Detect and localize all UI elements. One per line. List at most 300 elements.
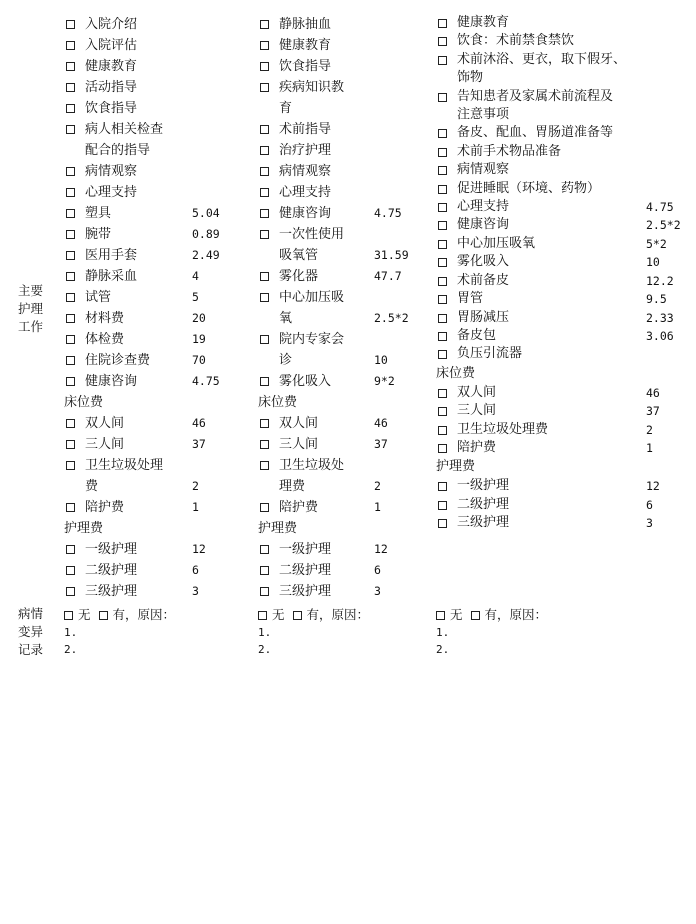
- item-label: 健康教育: [457, 15, 510, 30]
- item-fee-value: 6: [646, 497, 653, 512]
- checklist-item: [64, 77, 254, 98]
- checklist-item: [258, 182, 434, 203]
- checklist-item: [64, 329, 254, 350]
- item-label: 术前沐浴、更衣，取下假牙、: [457, 51, 627, 67]
- item-label: 一级护理: [279, 542, 332, 557]
- item-label: 注意事项: [457, 107, 510, 123]
- item-label: 病人相关检查: [85, 122, 164, 137]
- item-fee-value: 12: [646, 479, 660, 494]
- checklist-item: [436, 51, 686, 69]
- item-checkbox[interactable]: [260, 293, 269, 302]
- item-checkbox[interactable]: [438, 93, 447, 102]
- item-checkbox[interactable]: [260, 272, 269, 281]
- item-label: 疾病知识教: [279, 80, 345, 95]
- item-label: 院内专家会: [279, 332, 345, 347]
- checklist-item: [64, 497, 254, 518]
- item-label: 一次性使用: [279, 227, 345, 242]
- item-label: 住院诊查费: [85, 353, 151, 368]
- item-label: 一级护理: [457, 478, 510, 494]
- checklist-item: [436, 216, 686, 234]
- item-label: 病情观察: [457, 162, 510, 178]
- variation-record-col2: [258, 606, 369, 658]
- item-label: 三人间: [279, 437, 319, 452]
- checklist-item: [258, 434, 434, 455]
- item-label: 病情观察: [279, 164, 332, 179]
- item-label: 饰物: [457, 70, 484, 86]
- item-fee-value: 10: [374, 353, 388, 367]
- item-fee-value: 3: [192, 584, 199, 598]
- checklist-item: [64, 539, 254, 560]
- item-checkbox[interactable]: [438, 350, 447, 359]
- checklist-item: [258, 497, 434, 518]
- checklist-item: [64, 434, 254, 455]
- item-label: 双人间: [279, 416, 319, 431]
- item-checkbox[interactable]: [438, 19, 447, 28]
- item-label: 静脉抽血: [279, 17, 332, 32]
- item-label: 术前备皮: [457, 272, 510, 288]
- side-label-line: 记录: [18, 642, 44, 657]
- side-label-line: 护理: [18, 301, 44, 316]
- checklist-item: [258, 35, 434, 56]
- fee-section-heading: 护理费: [64, 521, 104, 536]
- item-checkbox[interactable]: [66, 167, 75, 176]
- checklist-item: [258, 413, 434, 434]
- item-label: 雾化器: [279, 269, 319, 284]
- checklist-item: [64, 371, 254, 392]
- item-fee-value: 46: [192, 416, 206, 430]
- item-checkbox[interactable]: [438, 56, 447, 65]
- checklist-item: [64, 161, 254, 182]
- checklist-item: [436, 345, 686, 363]
- item-checkbox[interactable]: [66, 419, 75, 428]
- item-fee-value: 3: [374, 584, 381, 598]
- item-label: 医用手套: [85, 248, 138, 263]
- checklist-item: [436, 384, 686, 402]
- checklist-item: [64, 224, 254, 245]
- item-label: 费: [85, 479, 99, 494]
- item-fee-value: 1: [646, 440, 653, 455]
- item-fee-value: 46: [646, 385, 660, 400]
- item-checkbox[interactable]: [438, 277, 447, 286]
- checklist-item: [64, 266, 254, 287]
- item-checkbox[interactable]: [260, 335, 269, 344]
- item-label: 雾化吸入: [457, 254, 510, 270]
- checklist-item: [436, 106, 686, 124]
- variation-record-col3: [436, 606, 547, 658]
- fee-section-heading: 护理费: [258, 521, 298, 536]
- item-checkbox[interactable]: [260, 419, 269, 428]
- item-label: 病情观察: [85, 164, 138, 179]
- item-checkbox[interactable]: [66, 230, 75, 239]
- item-checkbox[interactable]: [260, 566, 269, 575]
- item-fee-value: 2: [374, 479, 381, 493]
- checklist-item: [436, 514, 686, 532]
- item-label: 材料费: [85, 311, 125, 326]
- item-checkbox[interactable]: [66, 587, 75, 596]
- checklist-item: [436, 421, 686, 439]
- checklist-item: [258, 581, 434, 602]
- checklist-item: [64, 14, 254, 35]
- checklist-item: [436, 327, 686, 345]
- checklist-item: [64, 476, 254, 497]
- item-fee-value: 2.5*2: [374, 311, 409, 325]
- day-column-3: [436, 14, 686, 533]
- yes-option-label: 有，原因：: [484, 607, 548, 622]
- checklist-item: [258, 350, 434, 371]
- checkbox-no[interactable]: [64, 611, 73, 620]
- checkbox-yes[interactable]: [99, 611, 108, 620]
- checklist-item: [258, 476, 434, 497]
- item-label: 饮食指导: [279, 59, 332, 74]
- item-label: 备皮、配血、胃肠道准备等: [457, 125, 614, 141]
- item-fee-value: 10: [646, 255, 660, 270]
- checklist-item: [64, 56, 254, 77]
- item-label: 活动指导: [85, 80, 138, 95]
- item-checkbox[interactable]: [260, 461, 269, 470]
- yes-option-label: 有，原因：: [306, 607, 370, 622]
- item-label: 陪护费: [279, 500, 319, 515]
- checklist-item: [258, 14, 434, 35]
- item-checkbox[interactable]: [66, 41, 75, 50]
- no-option-label: 无: [272, 607, 285, 622]
- checklist-item: [258, 560, 434, 581]
- item-label: 中心加压吸: [279, 290, 345, 305]
- item-label: 育: [279, 101, 293, 116]
- item-checkbox[interactable]: [66, 377, 75, 386]
- side-label-line: 工作: [18, 319, 44, 334]
- item-label: 饮食：术前禁食禁饮: [457, 33, 575, 49]
- item-checkbox[interactable]: [438, 37, 447, 46]
- item-checkbox[interactable]: [260, 146, 269, 155]
- item-label: 中心加压吸氧: [457, 235, 536, 251]
- item-fee-value: 37: [192, 437, 206, 451]
- item-checkbox[interactable]: [438, 519, 447, 528]
- checklist-item: [436, 143, 686, 161]
- item-fee-value: 2.49: [192, 248, 220, 262]
- item-checkbox[interactable]: [438, 314, 447, 323]
- item-label: 饮食指导: [85, 101, 138, 116]
- checklist-item: [258, 329, 434, 350]
- item-checkbox[interactable]: [66, 104, 75, 113]
- item-label: 胃管: [457, 291, 484, 307]
- checklist-item: [436, 161, 686, 179]
- item-label: 双人间: [457, 384, 497, 400]
- item-label: 氧: [279, 311, 293, 326]
- item-checkbox[interactable]: [260, 209, 269, 218]
- checklist-item: [436, 402, 686, 420]
- item-label: 健康咨询: [457, 217, 510, 233]
- item-label: 三人间: [457, 403, 497, 419]
- item-checkbox[interactable]: [260, 503, 269, 512]
- item-checkbox[interactable]: [438, 166, 447, 175]
- item-fee-value: 20: [192, 311, 206, 325]
- reason-line-1: 1.: [258, 626, 272, 639]
- item-checkbox[interactable]: [66, 125, 75, 134]
- checklist-item: [258, 98, 434, 119]
- checklist-item: [64, 413, 254, 434]
- checklist-item: [436, 88, 686, 106]
- item-fee-value: 6: [374, 563, 381, 577]
- item-checkbox[interactable]: [260, 230, 269, 239]
- item-checkbox[interactable]: [66, 356, 75, 365]
- checklist-item: [258, 287, 434, 308]
- checklist-item: [258, 455, 434, 476]
- checklist-item: [64, 287, 254, 308]
- item-fee-value: 2: [192, 479, 199, 493]
- item-label: 健康教育: [85, 59, 138, 74]
- item-checkbox[interactable]: [438, 258, 447, 267]
- reason-line-2: 2.: [64, 643, 78, 656]
- item-fee-value: 4.75: [192, 374, 220, 388]
- reason-line-1: 1.: [64, 626, 78, 639]
- checklist-item: [64, 203, 254, 224]
- item-label: 入院评估: [85, 38, 138, 53]
- item-fee-value: 3: [646, 516, 653, 531]
- item-label: 告知患者及家属术前流程及: [457, 88, 614, 104]
- item-label: 心理支持: [85, 185, 138, 200]
- checklist-item: [258, 224, 434, 245]
- item-label: 卫生垃圾处理费: [457, 421, 549, 437]
- item-checkbox[interactable]: [66, 335, 75, 344]
- checkbox-no[interactable]: [258, 611, 267, 620]
- item-checkbox[interactable]: [66, 440, 75, 449]
- item-checkbox[interactable]: [66, 83, 75, 92]
- item-label: 胃肠减压: [457, 309, 510, 325]
- item-checkbox[interactable]: [438, 482, 447, 491]
- item-label: 理费: [279, 479, 306, 494]
- checklist-item: [258, 161, 434, 182]
- checkbox-no[interactable]: [436, 611, 445, 620]
- item-checkbox[interactable]: [66, 272, 75, 281]
- item-label: 塑具: [85, 206, 112, 221]
- item-label: 体检费: [85, 332, 125, 347]
- item-fee-value: 47.7: [374, 269, 402, 283]
- item-label: 治疗护理: [279, 143, 332, 158]
- checklist-item: [258, 266, 434, 287]
- item-checkbox[interactable]: [66, 314, 75, 323]
- checklist-item: [258, 245, 434, 266]
- item-checkbox[interactable]: [260, 20, 269, 29]
- checklist-item: [64, 119, 254, 140]
- item-label: 静脉采血: [85, 269, 138, 284]
- item-checkbox[interactable]: [66, 251, 75, 260]
- checklist-item: [436, 14, 686, 32]
- item-label: 负压引流器: [457, 346, 523, 362]
- item-label: 双人间: [85, 416, 125, 431]
- item-fee-value: 5*2: [646, 236, 667, 251]
- checklist-item: [258, 203, 434, 224]
- item-checkbox[interactable]: [438, 407, 447, 416]
- item-label: 健康教育: [279, 38, 332, 53]
- fee-section-heading: 护理费: [436, 459, 476, 475]
- item-label: 诊: [279, 353, 293, 368]
- variation-record-col1: [64, 606, 175, 658]
- reason-line-1: 1.: [436, 626, 450, 639]
- item-checkbox[interactable]: [438, 221, 447, 230]
- checkbox-yes[interactable]: [471, 611, 480, 620]
- item-fee-value: 4.75: [374, 206, 402, 220]
- fee-section-heading: 床位费: [436, 365, 476, 381]
- item-fee-value: 46: [374, 416, 388, 430]
- checklist-item: [436, 32, 686, 50]
- item-fee-value: 1: [192, 500, 199, 514]
- item-fee-value: 9.5: [646, 292, 667, 307]
- checklist-item: [258, 140, 434, 161]
- item-checkbox[interactable]: [66, 503, 75, 512]
- item-fee-value: 4: [192, 269, 199, 283]
- item-label: 二级护理: [85, 563, 138, 578]
- checklist-item: [64, 350, 254, 371]
- item-label: 腕带: [85, 227, 112, 242]
- checklist-item: [436, 496, 686, 514]
- item-label: 促进睡眠（环境、药物）: [457, 180, 601, 196]
- checklist-item: [436, 439, 686, 457]
- section-label-variation-record: [18, 605, 43, 659]
- item-checkbox[interactable]: [260, 188, 269, 197]
- side-label-line: 变异: [18, 624, 44, 639]
- item-checkbox[interactable]: [438, 426, 447, 435]
- item-checkbox[interactable]: [66, 293, 75, 302]
- item-checkbox[interactable]: [438, 501, 447, 510]
- checklist-item: [436, 124, 686, 142]
- item-fee-value: 31.59: [374, 248, 409, 262]
- checklist-item: [64, 308, 254, 329]
- item-fee-value: 3.06: [646, 328, 674, 343]
- item-label: 三级护理: [457, 515, 510, 531]
- side-label-line: 主要: [18, 283, 44, 298]
- item-label: 试管: [85, 290, 112, 305]
- item-fee-value: 4.75: [646, 200, 674, 215]
- section-label-main-nursing-work: [18, 282, 43, 336]
- item-checkbox[interactable]: [438, 129, 447, 138]
- item-checkbox[interactable]: [260, 587, 269, 596]
- item-checkbox[interactable]: [66, 461, 75, 470]
- checklist-item: [436, 69, 686, 87]
- item-checkbox[interactable]: [66, 209, 75, 218]
- checklist-item: [64, 581, 254, 602]
- checklist-item: [436, 290, 686, 308]
- item-label: 三级护理: [279, 584, 332, 599]
- item-checkbox[interactable]: [66, 20, 75, 29]
- checklist-item: [436, 309, 686, 327]
- item-checkbox[interactable]: [438, 240, 447, 249]
- reason-line-2: 2.: [436, 643, 450, 656]
- item-label: 吸氧管: [279, 248, 319, 263]
- item-checkbox[interactable]: [260, 440, 269, 449]
- item-label: 心理支持: [457, 199, 510, 215]
- item-fee-value: 70: [192, 353, 206, 367]
- checklist-item: [64, 35, 254, 56]
- reason-line-2: 2.: [258, 643, 272, 656]
- item-fee-value: 37: [646, 404, 660, 419]
- item-checkbox[interactable]: [260, 41, 269, 50]
- no-option-label: 无: [450, 607, 463, 622]
- item-fee-value: 2: [646, 422, 653, 437]
- checklist-item: [436, 235, 686, 253]
- checklist-item: [64, 98, 254, 119]
- no-option-label: 无: [78, 607, 91, 622]
- item-fee-value: 5.04: [192, 206, 220, 220]
- item-fee-value: 0.89: [192, 227, 220, 241]
- item-label: 陪护费: [85, 500, 125, 515]
- item-fee-value: 12: [192, 542, 206, 556]
- checklist-item: [64, 560, 254, 581]
- item-label: 陪护费: [457, 439, 497, 455]
- item-fee-value: 1: [374, 500, 381, 514]
- day-column-1: [64, 14, 254, 602]
- item-label: 健康咨询: [279, 206, 332, 221]
- day-column-2: [258, 14, 434, 602]
- item-label: 三人间: [85, 437, 125, 452]
- checklist-item: [436, 198, 686, 216]
- yes-option-label: 有，原因：: [112, 607, 176, 622]
- item-checkbox[interactable]: [260, 545, 269, 554]
- item-label: 卫生垃圾处理: [85, 458, 164, 473]
- checklist-item: [258, 119, 434, 140]
- item-checkbox[interactable]: [438, 444, 447, 453]
- item-checkbox[interactable]: [260, 125, 269, 134]
- item-label: 术前指导: [279, 122, 332, 137]
- item-checkbox[interactable]: [260, 62, 269, 71]
- checklist-item: [64, 182, 254, 203]
- item-checkbox[interactable]: [66, 62, 75, 71]
- side-label-line: 病情: [18, 606, 44, 621]
- item-checkbox[interactable]: [438, 332, 447, 341]
- item-label: 二级护理: [457, 496, 510, 512]
- fee-section-heading: 床位费: [258, 395, 298, 410]
- item-checkbox[interactable]: [260, 377, 269, 386]
- item-checkbox[interactable]: [438, 148, 447, 157]
- item-fee-value: 12: [374, 542, 388, 556]
- item-fee-value: 2.5*2: [646, 218, 681, 233]
- checklist-item: [64, 140, 254, 161]
- item-label: 卫生垃圾处: [279, 458, 345, 473]
- item-label: 入院介绍: [85, 17, 138, 32]
- item-checkbox[interactable]: [438, 203, 447, 212]
- item-checkbox[interactable]: [66, 545, 75, 554]
- item-label: 备皮包: [457, 327, 497, 343]
- item-label: 三级护理: [85, 584, 138, 599]
- item-checkbox[interactable]: [260, 83, 269, 92]
- item-checkbox[interactable]: [260, 167, 269, 176]
- item-label: 健康咨询: [85, 374, 138, 389]
- item-label: 二级护理: [279, 563, 332, 578]
- checklist-item: [258, 308, 434, 329]
- fee-section-heading: 床位费: [64, 395, 104, 410]
- item-fee-value: 37: [374, 437, 388, 451]
- item-checkbox[interactable]: [438, 185, 447, 194]
- checklist-item: [436, 253, 686, 271]
- item-label: 配合的指导: [85, 143, 151, 158]
- item-fee-value: 9*2: [374, 374, 395, 388]
- item-fee-value: 5: [192, 290, 199, 304]
- item-label: 雾化吸入: [279, 374, 332, 389]
- item-checkbox[interactable]: [438, 295, 447, 304]
- item-fee-value: 19: [192, 332, 206, 346]
- item-fee-value: 2.33: [646, 310, 674, 325]
- checklist-item: [64, 245, 254, 266]
- checklist-item: [436, 477, 686, 495]
- item-checkbox[interactable]: [438, 389, 447, 398]
- item-checkbox[interactable]: [66, 188, 75, 197]
- item-checkbox[interactable]: [66, 566, 75, 575]
- item-fee-value: 6: [192, 563, 199, 577]
- item-label: 心理支持: [279, 185, 332, 200]
- checklist-item: [258, 56, 434, 77]
- checkbox-yes[interactable]: [293, 611, 302, 620]
- checklist-item: [258, 371, 434, 392]
- checklist-item: [436, 272, 686, 290]
